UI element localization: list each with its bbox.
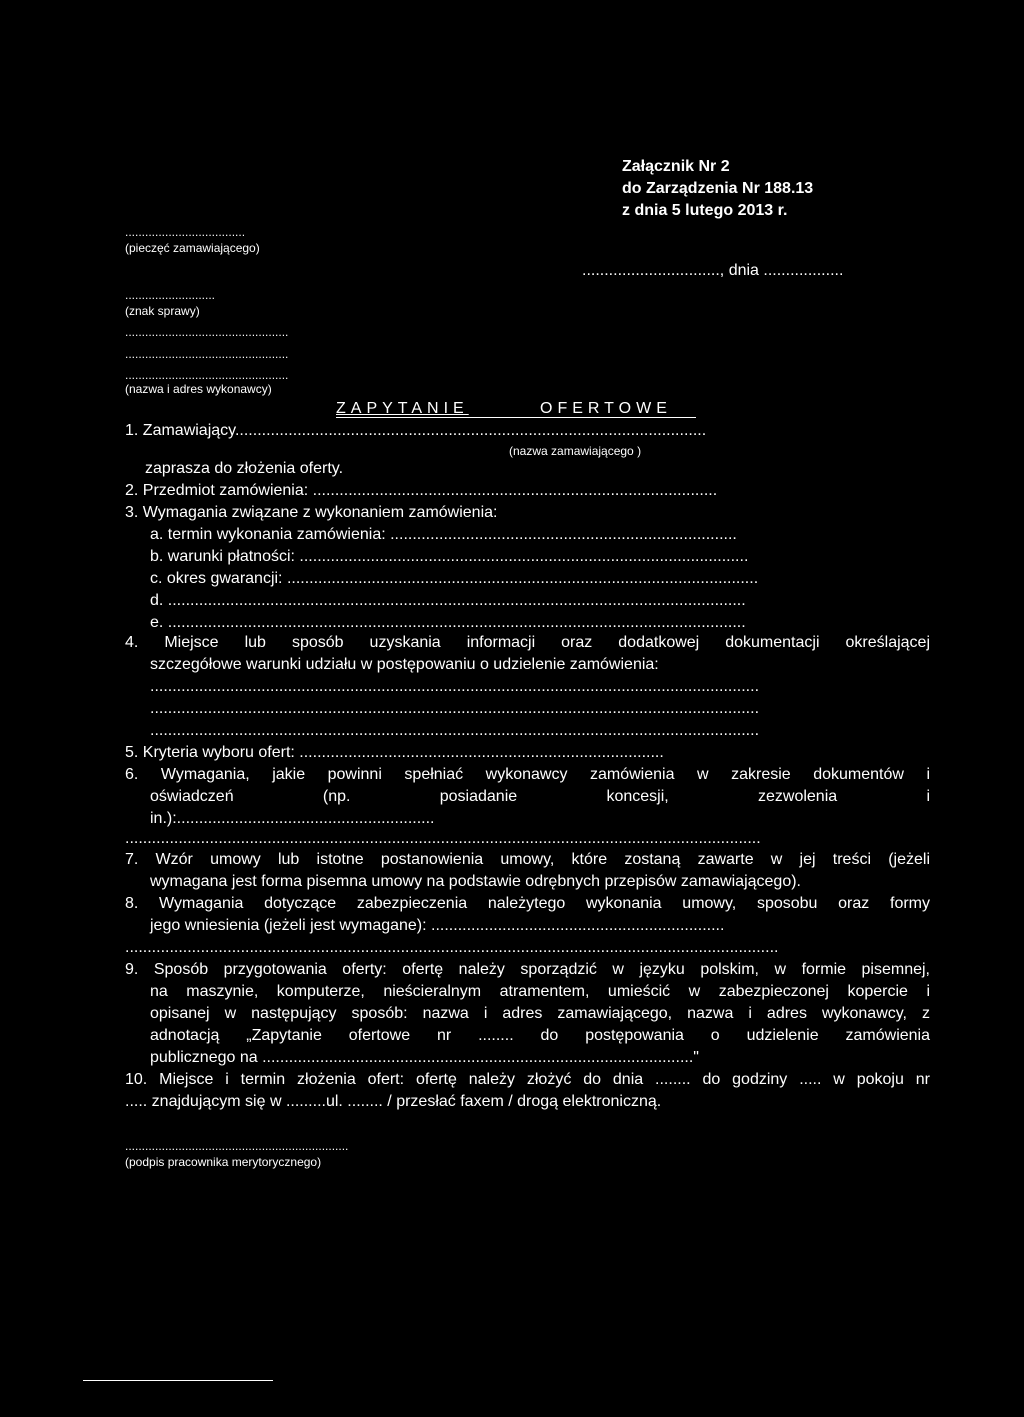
item-4-line-2: szczegółowe warunki udziału w postępowaniu o udzielenie zamówienia: — [150, 656, 659, 673]
item-3: 3. Wymagania związane z wykonaniem zamówienia: — [125, 504, 498, 521]
item-6-line-2: oświadczeń (np. posiadanie koncesji, zezwolenia i — [150, 788, 930, 805]
item-4-dots-1: ......................................................................................................................................... — [150, 678, 760, 695]
item-8-dots: ................................................................................................................................................... — [125, 939, 779, 956]
item-8-line-1: 8. Wymagania dotyczące zabezpieczenia należytego wykonania umowy, sposobu oraz formy — [125, 895, 930, 912]
footer-rule — [83, 1380, 273, 1381]
item-10-line-2: ..... znajdującym się w .........ul. ........ / przesłać faxem / drogą elektroniczną. — [125, 1093, 662, 1110]
place-date-line: ..............................., dnia .................. — [582, 262, 844, 279]
signature-label: (podpis pracownika merytorycznego) — [125, 1155, 322, 1169]
attachment-number: Załącznik Nr 2 — [622, 158, 730, 175]
item-4-line-1: 4. Miejsce lub sposób uzyskania informacji oraz dodatkowej dokumentacji określającej — [125, 634, 930, 651]
item-9-line-2: na maszynie, komputerze, nieścieralnym atramentem, umieścić w zabezpieczonej kopercie i — [150, 983, 930, 1000]
item-8-line-2: jego wniesienia (jeżeli jest wymagane): .................................................................. — [150, 917, 725, 934]
seal-dots: .................................... — [125, 225, 246, 239]
item-6-line-3: in.):.......................................................... — [150, 810, 435, 827]
title-word-2: OFERTOWE — [540, 400, 672, 417]
title-underline — [336, 417, 696, 418]
item-5: 5. Kryteria wyboru ofert: .................................................................................. — [125, 744, 664, 761]
item-2: 2. Przedmiot zamówienia: ........................................................................................... — [125, 482, 718, 499]
item-3e: e. .................................................................................................................................. — [150, 614, 746, 631]
item-6-line-1: 6. Wymagania, jakie powinni spełniać wykonawcy zamówienia w zakresie dokumentów i — [125, 766, 930, 783]
address-line-3: ................................................. — [125, 368, 289, 382]
address-line-2: ................................................. — [125, 347, 289, 361]
decree-number: do Zarządzenia Nr 188.13 — [622, 180, 814, 197]
signature-dots: ................................................................... — [125, 1139, 349, 1153]
item-9-line-1: 9. Sposób przygotowania oferty: ofertę należy sporządzić w języku polskim, w formie pisemnej, — [125, 961, 930, 978]
item-9-line-3: opisanej w następujący sposób: nazwa i adres zamawiającego, nazwa i adres wykonawcy, z — [150, 1005, 930, 1022]
case-label: (znak sprawy) — [125, 304, 200, 318]
item-7-line-2: wymagana jest forma pisemna umowy na podstawie odrębnych przepisów zamawiającego). — [150, 873, 801, 890]
seal-label: (pieczęć zamawiającego) — [125, 241, 260, 255]
case-dots: ........................... — [125, 288, 216, 302]
item-4-dots-3: ......................................................................................................................................... — [150, 722, 760, 739]
item-1-sublabel: (nazwa zamawiającego ) — [509, 444, 642, 458]
item-10-line-1: 10. Miejsce i termin złożenia ofert: ofertę należy złożyć do dnia ........ do godziny ..... w pokoju nr — [125, 1071, 930, 1088]
item-7-line-1: 7. Wzór umowy lub istotne postanowienia umowy, które zostaną zawarte w jej treści (jeżeli — [125, 851, 930, 868]
item-3b: b. warunki płatności: ..................................................................................................... — [150, 548, 749, 565]
item-4-dots-2: ......................................................................................................................................... — [150, 700, 760, 717]
item-3d: d. .................................................................................................................................. — [150, 592, 746, 609]
address-line-1: ................................................. — [125, 325, 289, 339]
item-1-continuation: zaprasza do złożenia oferty. — [145, 460, 344, 477]
address-label: (nazwa i adres wykonawcy) — [125, 382, 272, 396]
item-6-dots: ............................................................................................................................................... — [125, 830, 761, 847]
title-word-1: ZAPYTANIE — [336, 400, 469, 417]
item-3a: a. termin wykonania zamówienia: .............................................................................. — [150, 526, 737, 543]
item-1: 1. Zamawiający.......................................................................................................... — [125, 422, 707, 439]
decree-date: z dnia 5 lutego 2013 r. — [622, 202, 788, 219]
item-3c: c. okres gwarancji: .......................................................................................................... — [150, 570, 759, 587]
item-9-line-4: adnotacją „Zapytanie ofertowe nr ........ do postępowania o udzielenie zamówienia — [150, 1027, 930, 1044]
item-9-line-5: publicznego na ................................................................................................." — [150, 1049, 699, 1066]
